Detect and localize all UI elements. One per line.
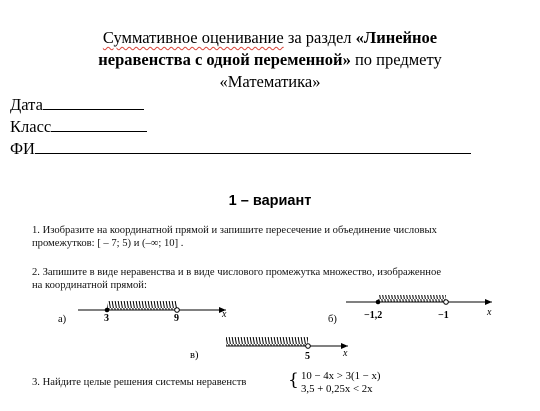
line-b-left-value: −1,2 bbox=[364, 310, 383, 321]
inequality-2: 3,5 + 0,25x < 2x bbox=[301, 383, 373, 395]
inequality-1: 10 − 4x > 3(1 − x) bbox=[301, 370, 381, 382]
line-c-point-right bbox=[306, 344, 311, 349]
date-label: Дата bbox=[10, 95, 43, 114]
line-b-right-value: −1 bbox=[438, 310, 449, 321]
system-brace-icon: { bbox=[288, 370, 299, 390]
line-a-hatch bbox=[107, 301, 177, 310]
line-a-label: а) bbox=[58, 314, 67, 325]
task-2-line-2: на координатной прямой: bbox=[32, 280, 147, 291]
variant-title: 1 – вариант bbox=[228, 193, 312, 209]
line-a-axis-label: x bbox=[222, 309, 227, 320]
inequality-system bbox=[301, 370, 380, 396]
line-b-axis-label: x bbox=[487, 307, 492, 318]
header-section-name-start: «Линейное bbox=[355, 28, 438, 47]
task-1-line-1: 1. Изобразите на координатной прямой и запишите пересечение и объединение числовых bbox=[32, 225, 437, 236]
task-1 bbox=[32, 224, 522, 250]
task-2 bbox=[32, 266, 522, 292]
line-a-point-left bbox=[105, 308, 110, 313]
line-c-axis-label: x bbox=[343, 348, 348, 359]
task-2-line-1: 2. Запишите в виде неравенства и в виде числового промежутка множество, изображенное bbox=[32, 267, 442, 278]
task-1-line-2: промежутков: [ – 7; 5) и (–∞; 10] . bbox=[32, 238, 184, 249]
line-b-point-right bbox=[444, 300, 449, 305]
task-3-text: 3. Найдите целые решения системы неравенств bbox=[32, 377, 247, 388]
name-label: ФИ bbox=[10, 139, 35, 158]
line-b-point-left bbox=[376, 300, 381, 305]
line-b-label: б) bbox=[328, 314, 337, 325]
header-subject: «Математика» bbox=[219, 72, 321, 91]
number-lines-figure bbox=[0, 290, 540, 366]
header-line-1 bbox=[0, 27, 540, 49]
line-b-hatch bbox=[378, 295, 446, 302]
line-a-point-right bbox=[175, 308, 180, 313]
date-field bbox=[10, 94, 144, 115]
name-blank-line bbox=[35, 138, 471, 154]
class-blank-line bbox=[51, 116, 147, 132]
line-c-label: в) bbox=[190, 350, 199, 361]
header-line-2 bbox=[0, 49, 540, 71]
class-field bbox=[10, 116, 147, 137]
name-field bbox=[10, 138, 471, 159]
header-title-text: Суммативное оценивание bbox=[102, 28, 284, 47]
line-c-hatch bbox=[226, 337, 308, 346]
class-label: Класс bbox=[10, 117, 52, 136]
date-blank-line bbox=[43, 94, 144, 110]
line-a-left-value: 3 bbox=[104, 313, 109, 324]
header-title-mid: за раздел bbox=[283, 28, 356, 47]
header-subject-prefix: по предмету bbox=[350, 50, 442, 69]
line-c-right-value: 5 bbox=[305, 351, 310, 362]
line-b-arrow bbox=[485, 299, 492, 305]
header-section-name-end: неравенства с одной переменной» bbox=[98, 50, 351, 69]
line-a-right-value: 9 bbox=[174, 313, 179, 324]
